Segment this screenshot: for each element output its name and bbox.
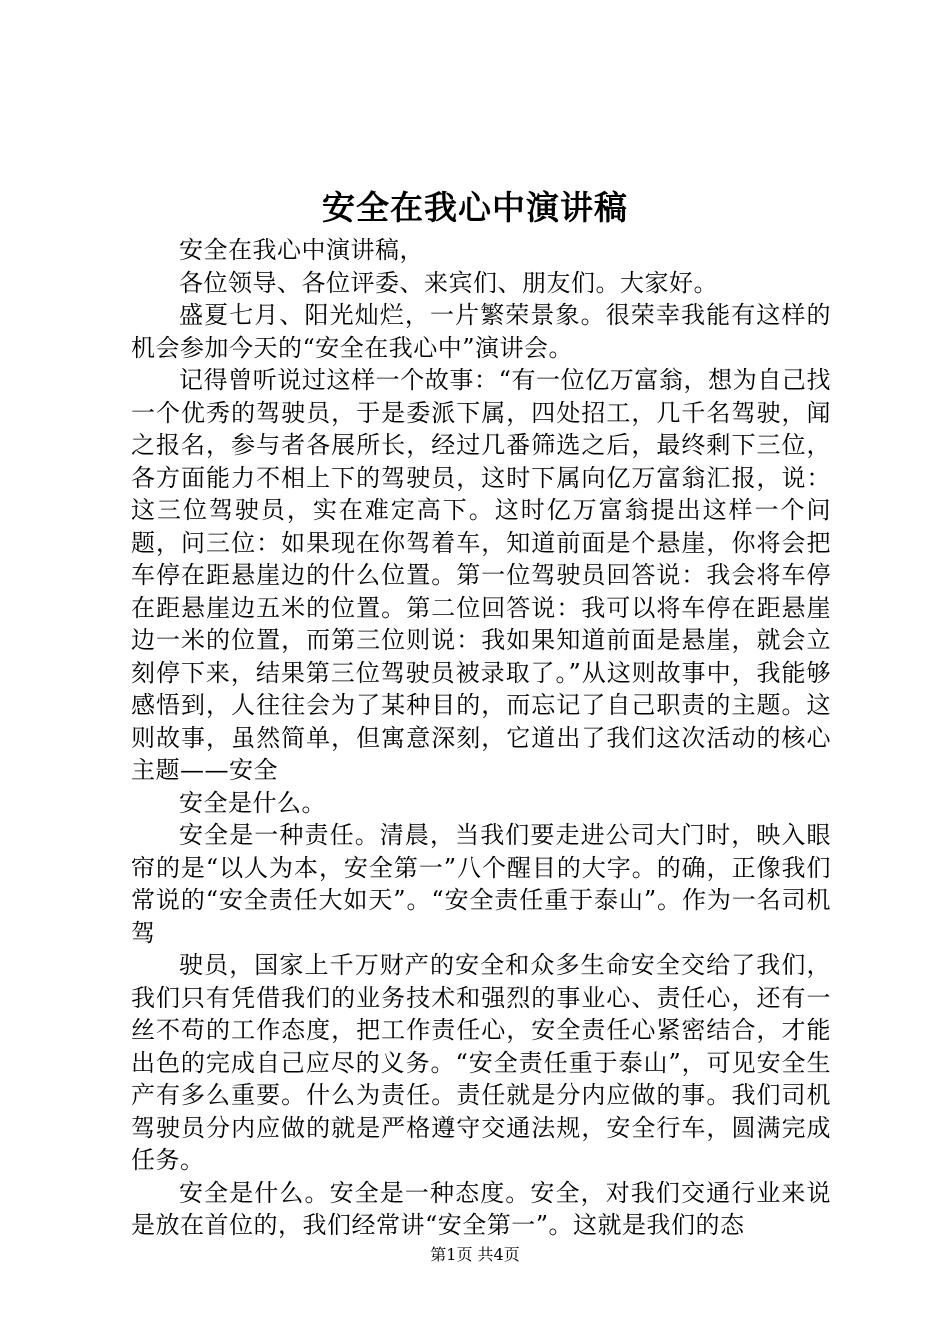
paragraph: 驶员，国家上千万财产的安全和众多生命安全交给了我们，我们只有凭借我们的业务技术和强烈的事业心、责任心，还有一丝不苟的工作态度，把工作责任心，安全责任心紧密结合，才能出色的完成自己应尽的义务。“安全责任重于泰山”，可见安全生产有多么重要。什么为责任。责任就是分内应做的事。我们司机驾驶员分内应做的就是严格遵守交通法规，安全行车，圆满完成任务。 [131,951,831,1174]
document-body [131,234,831,1242]
paragraph: 各位领导、各位评委、来宾们、朋友们。大家好。 [179,268,718,297]
paragraph: 安全是一种责任。清晨，当我们要走进公司大门时，映入眼帘的是“以人为本，安全第一”八个醒目的大字。的确，正像我们常说的“安全责任大如天”。“安全责任重于泰山”。作为一名司机驾 [131,821,831,947]
paragraph: 盛夏七月、阳光灿烂，一片繁荣景象。很荣幸我能有这样的机会参加今天的“安全在我心中”演讲会。 [131,301,831,362]
page-number-footer: 第1页 共4页 [430,1245,520,1264]
paragraph: 安全是什么。安全是一种态度。安全，对我们交通行业来说是放在首位的，我们经常讲“安全第一”。这就是我们的态 [131,1178,831,1239]
document-title: 安全在我心中演讲稿 [322,188,628,227]
paragraph: 安全在我心中演讲稿， [179,236,424,264]
paragraph: 记得曾听说过这样一个故事：“有一位亿万富翁，想为自己找一个优秀的驾驶员，于是委派下属，四处招工，几千名驾驶，闻之报名，参与者各展所长，经过几番筛选之后，最终剩下三位，各方面能力不相上下的驾驶员，这时下属向亿万富翁汇报，说：这三位驾驶员，实在难定高下。这时亿万富翁提出这样一个问题，问三位：如果现在你驾着车，知道前面是个悬崖，你将会把车停在距悬崖边的什么位置。第一位驾驶员回答说：我会将车停在距悬崖边五米的位置。第二位回答说：我可以将车停在距悬崖边一米的位置，而第三位则说：我如果知道前面是悬崖，就会立刻停下来，结果第三位驾驶员被录取了。”从这则故事中，我能够感悟到，人往往会为了某种目的，而忘记了自己职责的主题。这则故事，虽然简单，但寓意深刻，它道出了我们这次活动的核心主题——安全 [131,366,831,784]
paragraph: 安全是什么。 [179,788,326,817]
